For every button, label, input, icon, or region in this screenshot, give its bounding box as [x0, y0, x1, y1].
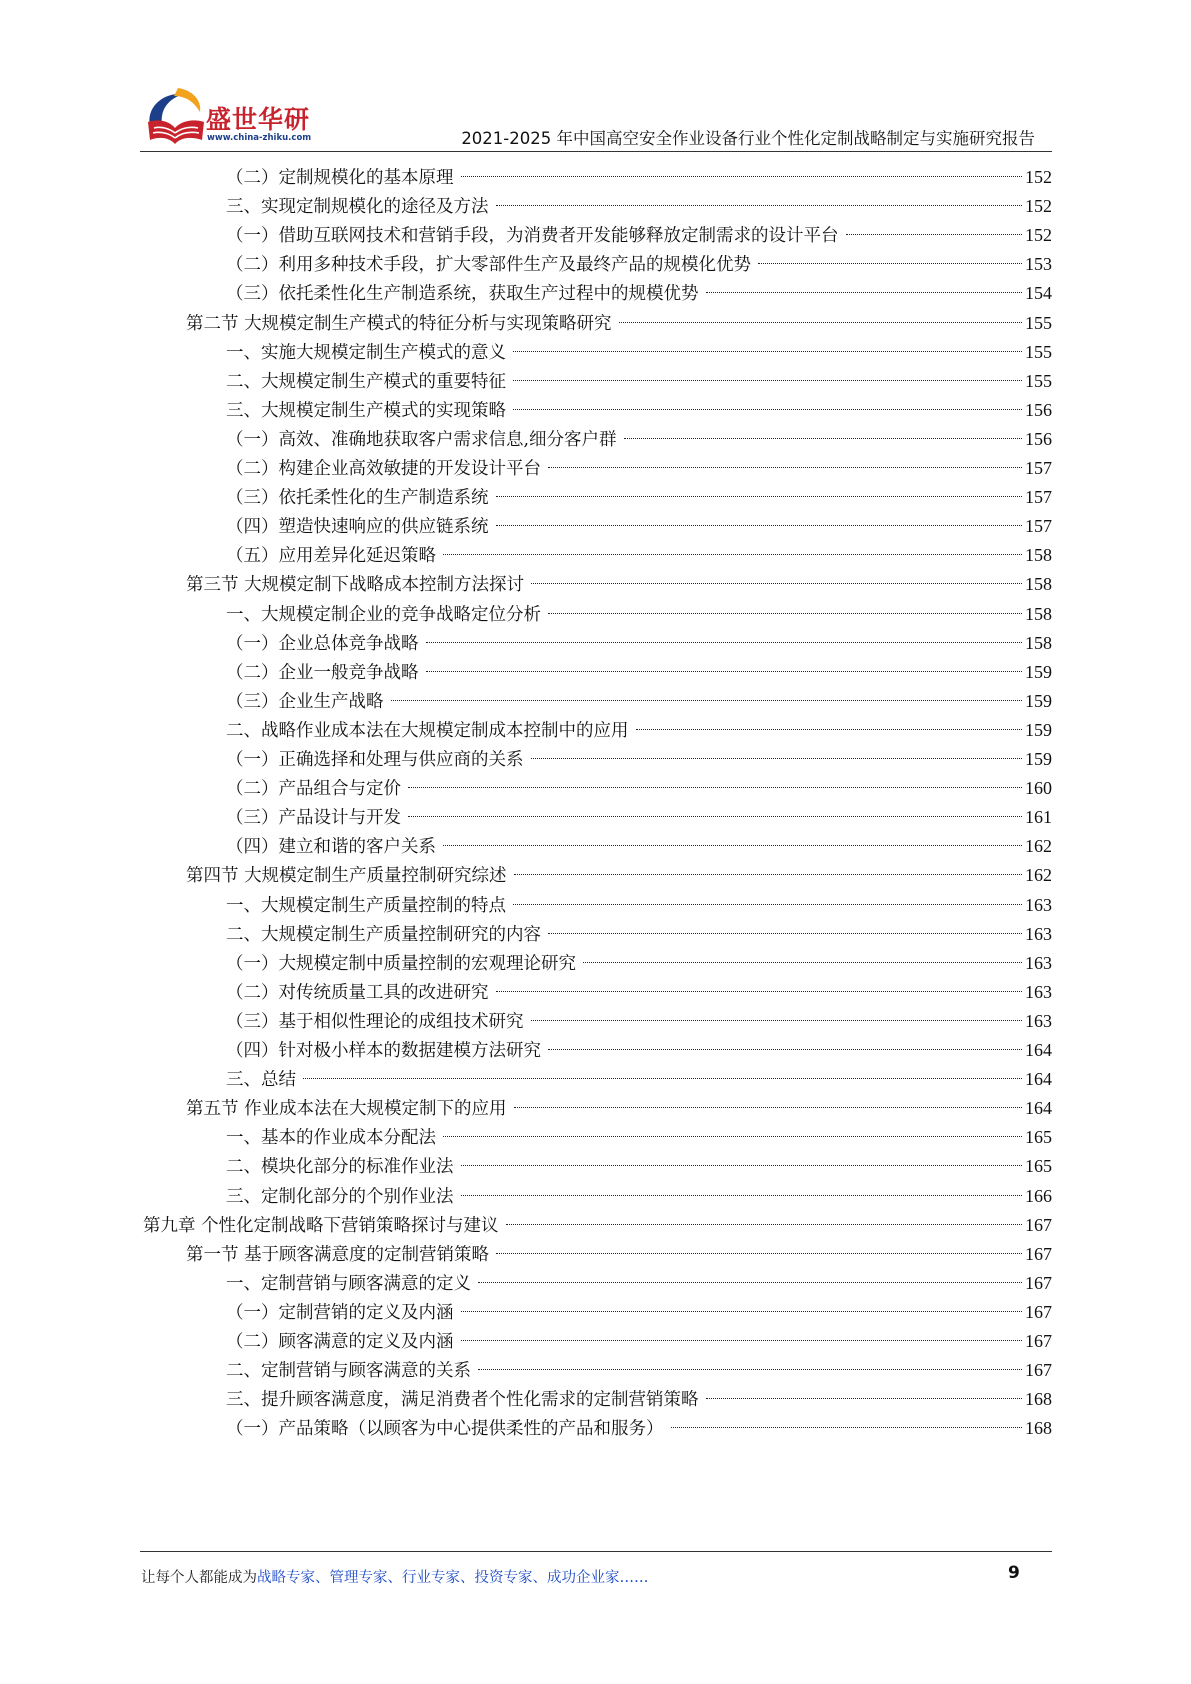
toc-entry-title: （四）针对极小样本的数据建模方法研究 [226, 1041, 541, 1061]
toc-entry[interactable] [226, 948, 1052, 980]
toc-entry-page: 157 [1025, 487, 1052, 508]
toc-entry-title: 一、定制营销与顾客满意的定义 [226, 1273, 471, 1294]
toc-dot-leader [583, 962, 1022, 963]
toc-entry[interactable] [226, 1064, 1052, 1096]
toc-entry-title: 三、实现定制规模化的途径及方法 [226, 197, 489, 218]
toc-dot-leader [706, 292, 1023, 293]
toc-dot-leader [426, 671, 1023, 672]
toc-entry-page: 168 [1025, 1389, 1052, 1410]
toc-entry-page: 159 [1025, 749, 1052, 769]
toc-dot-leader [513, 904, 1022, 905]
toc-entry[interactable] [226, 802, 1052, 834]
toc-dot-leader [624, 438, 1022, 439]
toc-dot-leader [513, 380, 1022, 381]
toc-dot-leader [391, 700, 1023, 701]
toc-dot-leader [619, 322, 1022, 323]
toc-entry-title: （三）依托柔性化生产制造系统，获取生产过程中的规模优势 [226, 284, 699, 305]
footer-slogan [141, 1566, 649, 1587]
toc-entry-page: 157 [1025, 458, 1052, 478]
toc-entry-title: （二）构建企业高效敏捷的开发设计平台 [226, 459, 541, 479]
toc-entry-page: 152 [1025, 167, 1052, 187]
toc-dot-leader [496, 1253, 1022, 1254]
toc-dot-leader [496, 991, 1023, 992]
toc-entry[interactable] [226, 657, 1052, 689]
toc-entry[interactable] [226, 1035, 1052, 1067]
toc-entry[interactable] [226, 162, 1052, 194]
toc-entry-page: 155 [1025, 370, 1052, 391]
toc-entry[interactable] [226, 482, 1052, 514]
toc-dot-leader [461, 1195, 1023, 1196]
toc-dot-leader [548, 1049, 1022, 1050]
toc-entry-title: （二）产品组合与定价 [226, 779, 401, 800]
toc-entry[interactable] [226, 1151, 1052, 1183]
toc-entry[interactable] [226, 890, 1052, 922]
toc-dot-leader [478, 1282, 1022, 1283]
toc-entry-title: 二、战略作业成本法在大规模定制成本控制中的应用 [226, 720, 629, 741]
toc-entry-title: （一）高效、准确地获取客户需求信息,细分客户群 [226, 429, 617, 450]
toc-entry[interactable] [226, 395, 1052, 427]
toc-entry-page: 163 [1025, 923, 1052, 944]
toc-entry-title: （三）基于相似性理论的成组技术研究 [226, 1011, 524, 1032]
toc-dot-leader [548, 933, 1022, 934]
toc-entry-page: 165 [1025, 1156, 1052, 1177]
toc-dot-leader [636, 729, 1023, 730]
toc-entry-page: 156 [1025, 428, 1052, 449]
page-number: 9 [1008, 1563, 1020, 1583]
toc-entry-title: 三、定制化部分的个别作业法 [226, 1186, 454, 1207]
toc-entry-page: 156 [1025, 399, 1052, 420]
toc-entry-page: 153 [1025, 254, 1052, 275]
toc-entry-title: （一）定制营销的定义及内涵 [226, 1302, 454, 1323]
toc-dot-leader [513, 351, 1022, 352]
toc-entry-title: （二）对传统质量工具的改进研究 [226, 982, 489, 1003]
toc-entry-page: 158 [1025, 545, 1052, 566]
toc-entry-title: 第五节 作业成本法在大规模定制下的应用 [186, 1099, 507, 1120]
toc-entry-page: 163 [1025, 952, 1052, 973]
toc-entry-title: （一）企业总体竞争战略 [226, 633, 419, 654]
toc-entry[interactable] [226, 1326, 1052, 1358]
toc-dot-leader [461, 176, 1023, 177]
toc-entry[interactable] [226, 424, 1052, 456]
toc-entry-page: 168 [1025, 1418, 1052, 1439]
toc-entry-page: 152 [1025, 225, 1052, 246]
toc-entry[interactable] [186, 569, 1052, 601]
toc-entry-page: 155 [1025, 312, 1052, 333]
toc-entry-title: （四）塑造快速响应的供应链系统 [226, 517, 489, 538]
toc-entry-page: 165 [1025, 1127, 1052, 1148]
toc-dot-leader [408, 816, 1022, 817]
toc-entry-title: 三、提升顾客满意度，满足消费者个性化需求的定制营销策略 [226, 1390, 699, 1411]
toc-entry-page: 163 [1025, 894, 1052, 915]
toc-entry-page: 158 [1025, 574, 1052, 595]
toc-entry[interactable] [226, 453, 1052, 485]
toc-entry-title: （一）借助互联网技术和营销手段，为消费者开发能够释放定制需求的设计平台 [226, 226, 839, 247]
toc-entry-title: 第二节 大规模定制生产模式的特征分析与实现策略研究 [186, 313, 612, 334]
toc-entry-page: 159 [1025, 661, 1052, 682]
toc-entry-page: 164 [1025, 1098, 1052, 1119]
toc-entry[interactable] [226, 744, 1052, 776]
toc-entry-page: 159 [1025, 690, 1052, 711]
toc-dot-leader [671, 1427, 1023, 1428]
toc-entry[interactable] [226, 249, 1052, 281]
toc-entry[interactable] [226, 1413, 1052, 1445]
page-header [0, 0, 1191, 158]
toc-dot-leader [706, 1398, 1023, 1399]
toc-entry[interactable] [226, 1297, 1052, 1329]
toc-entry-page: 164 [1025, 1040, 1052, 1060]
toc-entry-title: （四）建立和谐的客户关系 [226, 837, 436, 858]
company-logo [140, 82, 340, 152]
toc-dot-leader [531, 583, 1022, 584]
toc-dot-leader [496, 205, 1023, 206]
toc-dot-leader [531, 758, 1023, 759]
toc-dot-leader [461, 1340, 1023, 1341]
toc-dot-leader [443, 845, 1022, 846]
report-title: 2021-2025 年中国高空安全作业设备行业个性化定制战略制定与实施研究报告 [461, 129, 1035, 148]
toc-entry-page: 167 [1025, 1214, 1052, 1235]
toc-dot-leader [506, 1224, 1022, 1225]
toc-entry-page: 154 [1025, 283, 1052, 304]
toc-entry-title: （三）依托柔性化的生产制造系统 [226, 488, 489, 509]
toc-dot-leader [548, 467, 1022, 468]
toc-entry-title: 二、定制营销与顾客满意的关系 [226, 1361, 471, 1382]
toc-entry-page: 160 [1025, 778, 1052, 799]
logo-icon [140, 82, 210, 152]
toc-dot-leader [461, 1165, 1023, 1166]
toc-entry-title: （二）定制规模化的基本原理 [226, 168, 454, 188]
logo-name: 盛世华研 [206, 105, 311, 134]
toc-entry[interactable] [226, 220, 1052, 252]
toc-entry-title: 第九章 个性化定制战略下营销策略探讨与建议 [143, 1215, 499, 1236]
toc-entry-page: 158 [1025, 632, 1052, 653]
toc-entry[interactable] [226, 773, 1052, 805]
toc-entry-page: 167 [1025, 1243, 1052, 1264]
toc-entry[interactable] [143, 1210, 1052, 1242]
toc-entry-title: 三、大规模定制生产模式的实现策略 [226, 400, 506, 421]
toc-entry[interactable] [226, 715, 1052, 747]
toc-entry-page: 167 [1025, 1331, 1052, 1351]
toc-dot-leader [514, 1107, 1022, 1108]
toc-entry-page: 162 [1025, 865, 1052, 886]
toc-entry-title: （二）利用多种技术手段，扩大零部件生产及最终产品的规模化优势 [226, 255, 751, 276]
toc-entry[interactable] [226, 511, 1052, 543]
toc-entry-page: 152 [1025, 196, 1052, 217]
toc-entry-page: 159 [1025, 719, 1052, 740]
toc-dot-leader [443, 554, 1022, 555]
toc-dot-leader [426, 642, 1023, 643]
toc-entry[interactable] [226, 278, 1052, 310]
toc-entry[interactable] [226, 191, 1052, 223]
toc-entry-title: （二）顾客满意的定义及内涵 [226, 1332, 454, 1352]
toc-entry-title: 一、大规模定制企业的竞争战略定位分析 [226, 604, 541, 625]
toc-entry-page: 155 [1025, 341, 1052, 362]
toc-entry-page: 161 [1025, 807, 1052, 828]
toc-entry-page: 167 [1025, 1272, 1052, 1293]
toc-entry[interactable] [226, 599, 1052, 631]
logo-url: www.china-zhiku.com [207, 133, 312, 143]
footer-slogan-prefix: 让每个人都能成为 [141, 1570, 257, 1586]
toc-entry[interactable] [226, 1181, 1052, 1213]
toc-entry-title: 第一节 基于顾客满意度的定制营销策略 [186, 1244, 490, 1265]
toc-entry[interactable] [186, 1239, 1052, 1271]
toc-entry-page: 158 [1025, 603, 1052, 624]
toc-entry-page: 164 [1025, 1069, 1052, 1090]
toc-entry[interactable] [226, 628, 1052, 660]
toc-dot-leader [548, 613, 1022, 614]
toc-entry-title: （三）产品设计与开发 [226, 808, 401, 829]
toc-entry-title: 二、大规模定制生产质量控制研究的内容 [226, 924, 541, 945]
toc-dot-leader [303, 1078, 1022, 1079]
header-divider [140, 151, 1052, 152]
toc-dot-leader [408, 787, 1022, 788]
toc-dot-leader [514, 874, 1022, 875]
toc-entry-page: 167 [1025, 1360, 1052, 1381]
toc-entry-title: 二、模块化部分的标准作业法 [226, 1157, 454, 1178]
toc-entry-title: 一、大规模定制生产质量控制的特点 [226, 895, 506, 916]
toc-entry-page: 167 [1025, 1301, 1052, 1322]
toc-entry-title: （一）大规模定制中质量控制的宏观理论研究 [226, 953, 576, 974]
toc-dot-leader [496, 525, 1023, 526]
toc-entry[interactable] [226, 686, 1052, 718]
toc-entry-page: 166 [1025, 1185, 1052, 1206]
toc-entry[interactable] [186, 860, 1052, 892]
toc-entry-title: （一）产品策略（以顾客为中心提供柔性的产品和服务） [226, 1419, 664, 1440]
footer-slogan-highlight: 战略专家、管理专家、行业专家、投资专家、成功企业家…… [257, 1570, 649, 1586]
toc-entry-title: （一）正确选择和处理与供应商的关系 [226, 750, 524, 770]
toc-entry-title: 三、总结 [226, 1070, 296, 1091]
toc-dot-leader [846, 234, 1023, 235]
toc-entry[interactable] [186, 308, 1052, 340]
toc-entry-title: 第三节 大规模定制下战略成本控制方法探讨 [186, 575, 525, 596]
toc-dot-leader [478, 1369, 1022, 1370]
toc-entry-page: 163 [1025, 1010, 1052, 1031]
toc-entry[interactable] [226, 1122, 1052, 1154]
toc-entry[interactable] [226, 1355, 1052, 1387]
toc-entry[interactable] [226, 1384, 1052, 1416]
toc-entry-page: 163 [1025, 981, 1052, 1002]
toc-dot-leader [461, 1311, 1023, 1312]
toc-entry-page: 162 [1025, 836, 1052, 857]
toc-entry-title: 二、大规模定制生产模式的重要特征 [226, 371, 506, 392]
toc-dot-leader [513, 409, 1022, 410]
toc-entry[interactable] [226, 919, 1052, 951]
toc-dot-leader [496, 496, 1023, 497]
toc-entry[interactable] [226, 337, 1052, 369]
toc-entry-title: 一、基本的作业成本分配法 [226, 1128, 436, 1149]
toc-entry-page: 157 [1025, 516, 1052, 537]
toc-dot-leader [758, 263, 1022, 264]
toc-entry[interactable] [226, 540, 1052, 572]
toc-dot-leader [531, 1020, 1023, 1021]
toc-entry[interactable] [226, 977, 1052, 1009]
toc-entry-title: （二）企业一般竞争战略 [226, 662, 419, 683]
toc-entry[interactable] [226, 831, 1052, 863]
toc-entry[interactable] [226, 1268, 1052, 1300]
toc-entry[interactable] [226, 1006, 1052, 1038]
toc-entry-title: （三）企业生产战略 [226, 691, 384, 712]
toc-entry-title: 一、实施大规模定制生产模式的意义 [226, 342, 506, 363]
toc-dot-leader [443, 1136, 1022, 1137]
toc-entry-title: （五）应用差异化延迟策略 [226, 546, 436, 567]
footer-divider [140, 1551, 1052, 1552]
toc-entry-title: 第四节 大规模定制生产质量控制研究综述 [186, 866, 507, 887]
toc-entry[interactable] [186, 1093, 1052, 1125]
toc-entry[interactable] [226, 366, 1052, 398]
